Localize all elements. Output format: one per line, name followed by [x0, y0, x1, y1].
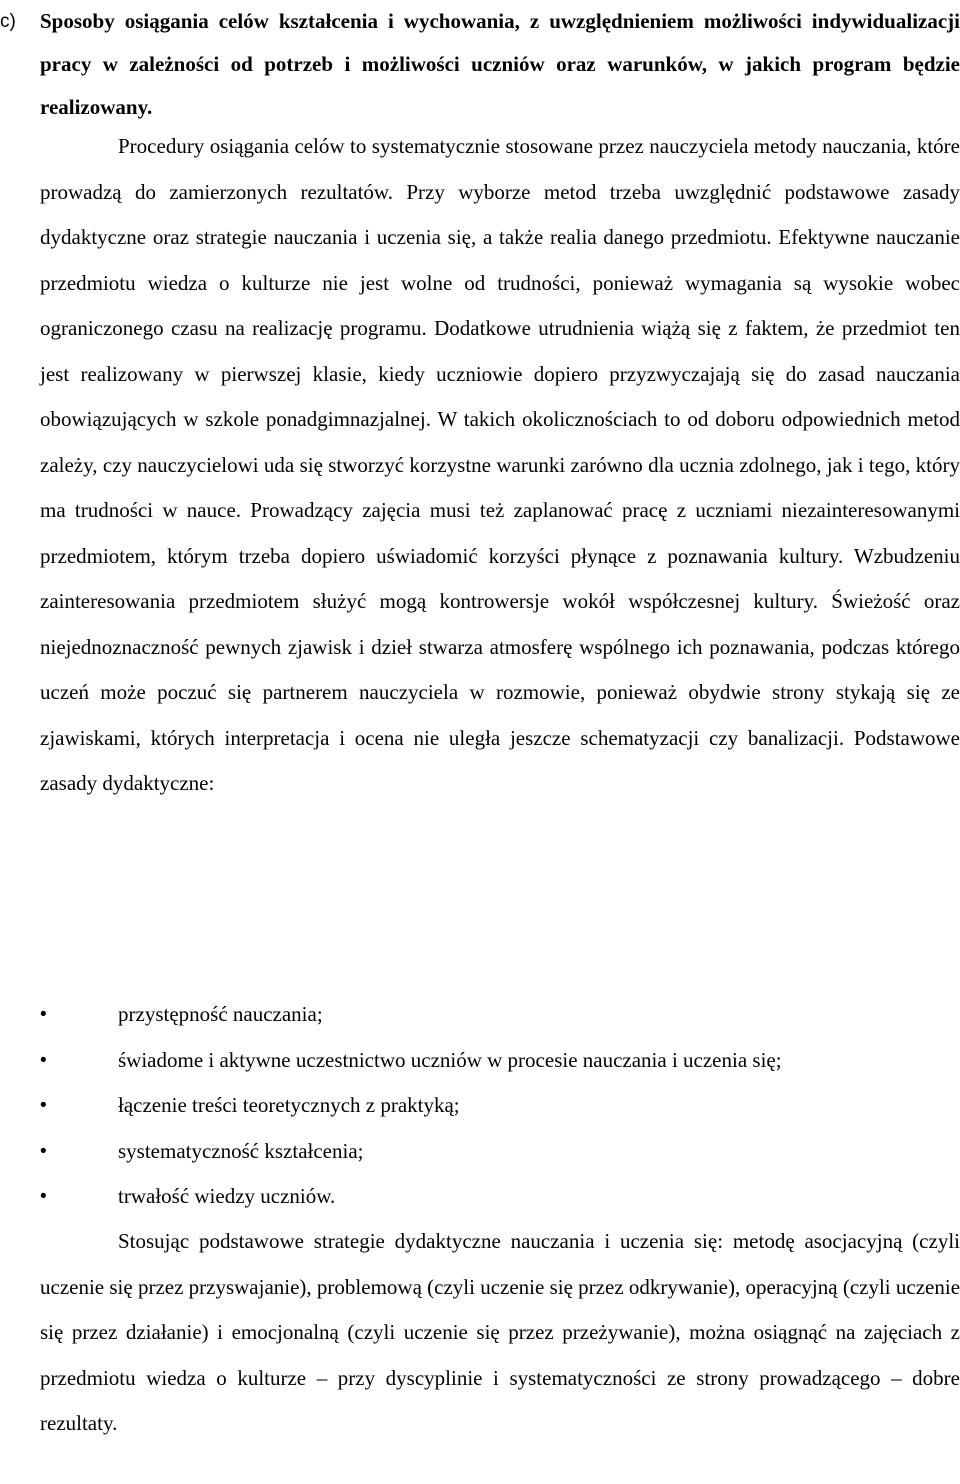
bullet-icon: • — [40, 1140, 47, 1162]
list-item — [0, 1174, 960, 1220]
list-item — [0, 992, 960, 1038]
list-item-text: przystępność nauczania; — [118, 1002, 323, 1026]
bullet-icon: • — [40, 1095, 47, 1116]
list-item — [0, 1129, 960, 1175]
bullet-icon: • — [40, 1186, 47, 1207]
section-heading-text: Sposoby osiągania celów kształcenia i wychowania, z uwzględnieniem możliwości indywidualizacji pracy w zależności od potrzeb i możliwości uczniów oraz warunków, w jakich program będzie realizowany. — [40, 9, 960, 119]
list-item-text: trwałość wiedzy uczniów. — [118, 1184, 336, 1208]
section-heading — [0, 0, 960, 129]
body-paragraph-procedures: Procedury osiągania celów to systematycznie stosowane przez nauczyciela metody nauczania, które prowadzą do zamierzonych rezultatów. Przy wyborze metod trzeba uwzględnić podstawowe zasady dydaktyczne oraz strategie nauczania i uczenia się, a także realia danego przedmiotu. Efektywne nauczanie przedmiotu wiedza o kulturze nie jest wolne od trudności, ponieważ wymagania są wysokie wobec ograniczonego czasu na realizację programu. Dodatkowe utrudnienia wiążą się z faktem, że przedmiot ten jest realizowany w pierwszej klasie, kiedy uczniowie dopiero przyzwyczajają się do zasad nauczania obowiązujących w szkole ponadgimnazjalnej. W takich okolicznościach to od doboru odpowiednich metod zależy, czy nauczycielowi uda się stworzyć korzystne warunki zarówno dla ucznia zdolnego, jak i tego, który ma trudności w nauce. Prowadzący zajęcia musi też zaplanować pracę z uczniami niezainteresowanymi przedmiotem, którym trzeba dopiero uświadomić korzyści płynące z poznawania kultury. Wzbudzeniu zainteresowania przedmiotem służyć mogą kontrowersje wokół współczesnej kultury. Świeżość oraz niejednoznaczność pewnych zjawisk i dzieł stwarza atmosferę wspólnego ich poznawania, podczas którego uczeń może poczuć się partnerem nauczyciela w rozmowie, ponieważ obydwie strony stykają się ze zjawiskami, których interpretacja i ocena nie uległa jeszcze schematyzacji czy banalizacji. Podstawowe zasady dydaktyczne: — [40, 134, 960, 795]
body-paragraph-strategies: Stosując podstawowe strategie dydaktyczne nauczania i uczenia się: metodę asocjacyjną (czyli uczenie się przez przyswajanie), problemową (czyli uczenie się przez odkrywanie), operacyjną (czyli uczenie się przez działanie) i emocjonalną (czyli uczenie się przez przeżywanie), można osiągnąć na zajęciach z przedmiotu wiedza o kulturze – przy dyscyplinie i systematyczności ze strony prowadzącego – dobre rezultaty. — [40, 1229, 960, 1435]
list-item-text: systematyczność kształcenia; — [118, 1138, 364, 1163]
section-marker: c) — [0, 11, 16, 32]
bullet-icon: • — [40, 1004, 47, 1025]
bullet-icon: • — [40, 1049, 47, 1071]
list-item-text: łączenie treści teoretycznych z praktyką; — [118, 1093, 460, 1117]
list-item-text: świadome i aktywne uczestnictwo uczniów w procesie nauczania i uczenia się; — [118, 1047, 782, 1072]
didactic-principles-list — [0, 992, 960, 1220]
list-item — [0, 1083, 960, 1129]
list-item — [0, 1038, 960, 1084]
